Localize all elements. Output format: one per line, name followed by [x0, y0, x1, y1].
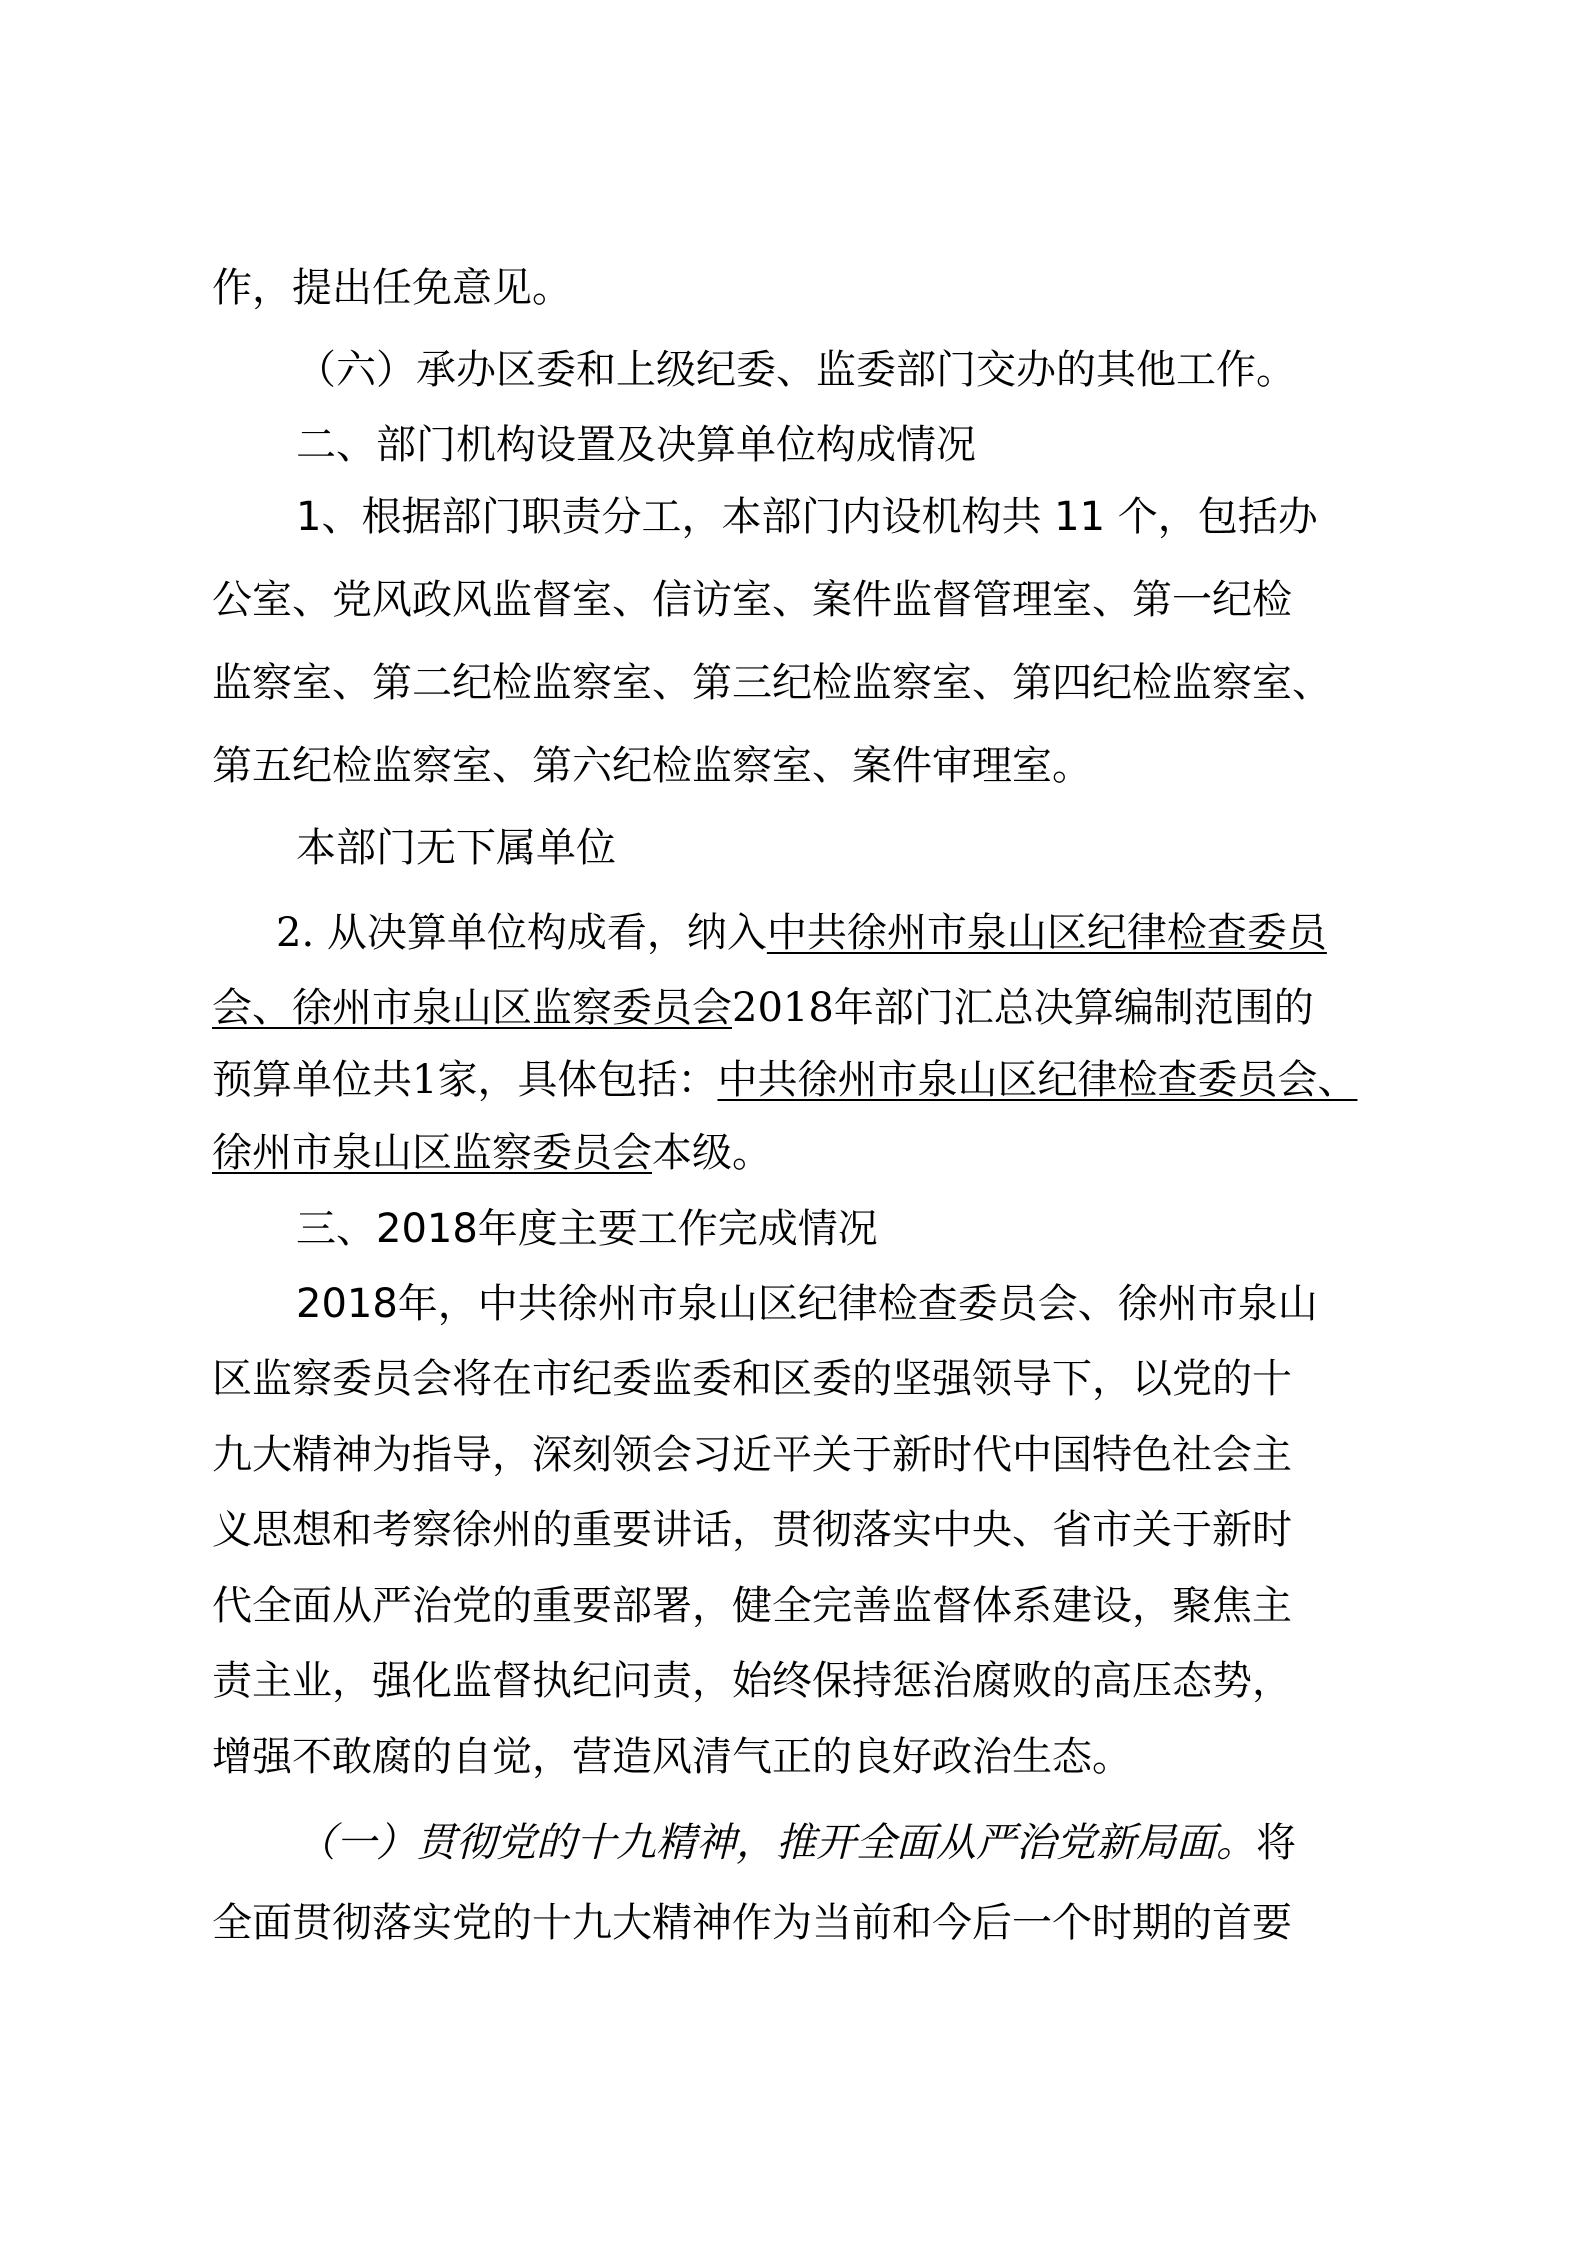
paragraph-text: 区监察委员会将在市纪委监委和区委的坚强领导下，以党的十 [212, 1356, 1292, 1402]
subsection-heading: （一）贯彻党的十九精神，推开全面从严治党新局面。 [296, 1820, 1256, 1866]
paragraph-text: 监察室、第二纪检监察室、第三纪检监察室、第四纪检监察室、 [212, 660, 1332, 706]
text-line [212, 1054, 1357, 1106]
text-line [212, 740, 1092, 792]
text-line [212, 1580, 1292, 1632]
unit-count: 1 [412, 1057, 438, 1103]
text-line [212, 1353, 1292, 1405]
text-line [212, 574, 1292, 626]
paragraph-text: 九大精神为指导，深刻领会习近平关于新时代中国特色社会主 [212, 1432, 1292, 1478]
paragraph-text: 家，具体包括： [437, 1057, 718, 1103]
paragraph-text: 1、根据部门职责分工，本部门内设机构共 11 个，包括办 [296, 494, 1318, 540]
paragraph-text: 将 [1256, 1820, 1296, 1866]
text-line [296, 491, 1318, 543]
section-heading [296, 1203, 878, 1255]
paragraph-text: 作，提出任免意见。 [212, 265, 572, 311]
unit-name: 中共徐州市泉山区纪律检查委员 [766, 910, 1327, 956]
paragraph-text: 义思想和考察徐州的重要讲话，贯彻落实中央、省市关于新时 [212, 1507, 1292, 1553]
text-line [212, 1429, 1292, 1481]
text-line [212, 1504, 1292, 1556]
unit-name: 中共徐州市泉山区纪律检查委员会、 [717, 1057, 1358, 1103]
text-line [276, 907, 1327, 959]
paragraph-text: 2018年，中共徐州市泉山区纪律检查委员会、徐州市泉山 [296, 1281, 1318, 1327]
paragraph-text: （六）承办区委和上级纪委、监委部门交办的其他工作。 [296, 347, 1296, 393]
section-heading [296, 419, 976, 471]
text-line [212, 1731, 1132, 1783]
text-line [296, 822, 616, 874]
unit-name: 会、徐州市泉山区监察委员会 [212, 985, 732, 1031]
paragraph-text: 责主业，强化监督执纪问责，始终保持惩治腐败的高压态势， [212, 1658, 1292, 1704]
text-line [212, 1655, 1292, 1707]
year-number: 2018 [732, 985, 834, 1031]
paragraph-text: 本级。 [652, 1130, 772, 1176]
paragraph-text: 从决算单位构成看，纳入 [326, 910, 767, 956]
paragraph-text: 代全面从严治党的重要部署，健全完善监督体系建设，聚焦主 [212, 1583, 1292, 1629]
text-line [296, 1278, 1318, 1330]
text-line [296, 344, 1296, 396]
paragraph-text: 公室、党风政风监督室、信访室、案件监督管理室、第一纪检 [212, 577, 1292, 623]
paragraph-text: 年部门汇总决算编制范围的 [833, 985, 1314, 1031]
text-line [296, 1817, 1296, 1869]
paragraph-text: 全面贯彻落实党的十九大精神作为当前和今后一个时期的首要 [212, 1900, 1292, 1946]
unit-name: 徐州市泉山区监察委员会 [212, 1130, 652, 1176]
paragraph-text: 第五纪检监察室、第六纪检监察室、案件审理室。 [212, 743, 1092, 789]
heading-text: 二、部门机构设置及决算单位构成情况 [296, 422, 976, 468]
text-line [212, 1127, 772, 1179]
item-number: 2. [276, 910, 327, 956]
text-line [212, 657, 1332, 709]
heading-text: 三、2018年度主要工作完成情况 [296, 1206, 878, 1252]
paragraph-text: 预算单位共 [212, 1057, 412, 1103]
paragraph-text: 本部门无下属单位 [296, 825, 616, 871]
text-line [212, 1897, 1292, 1949]
text-line [212, 262, 572, 314]
text-line [212, 982, 1314, 1034]
paragraph-text: 增强不敢腐的自觉，营造风清气正的良好政治生态。 [212, 1734, 1132, 1780]
